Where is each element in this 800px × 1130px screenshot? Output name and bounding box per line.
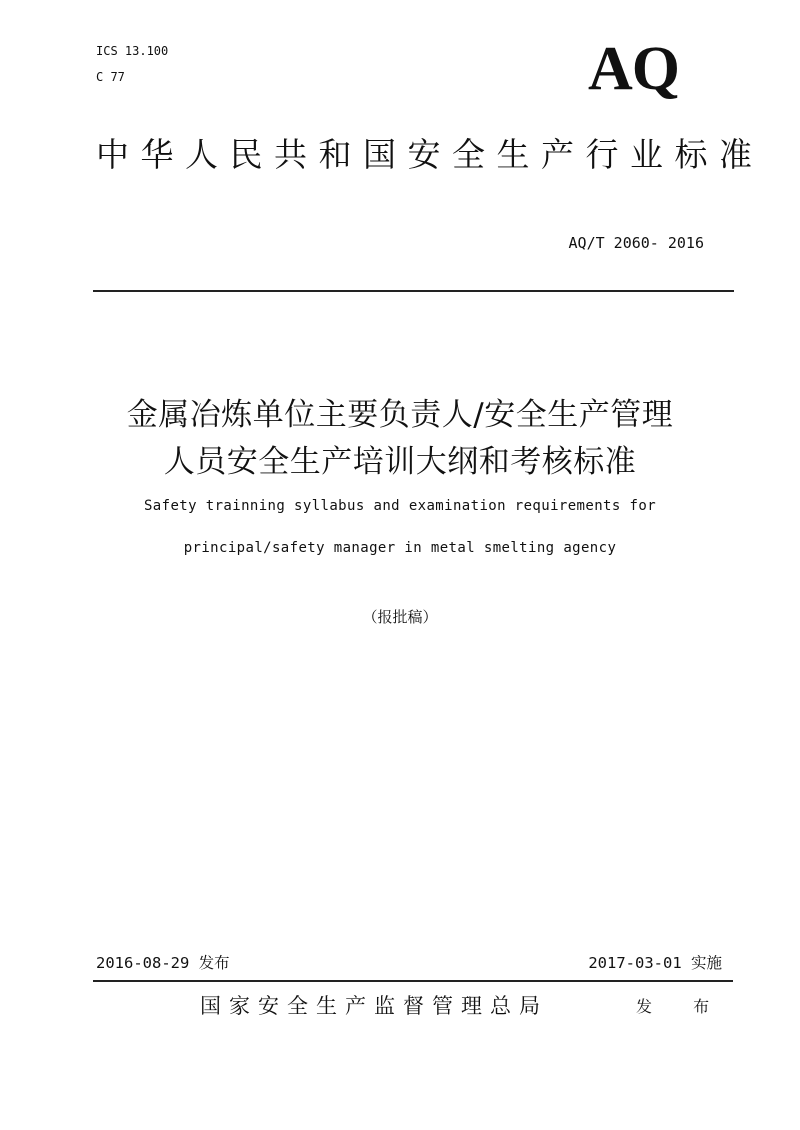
title-zh-line-1: 金属冶炼单位主要负责人/安全生产管理 (126, 397, 674, 433)
aq-logo: AQ (588, 35, 679, 103)
title-en-line-2: principal/safety manager in metal smelting agency (183, 540, 617, 556)
standard-number: AQ/T 2060- 2016 (568, 234, 704, 252)
footer-divider (93, 980, 733, 982)
title-en-line-1: Safety trainning syllabus and examination requirements for (143, 498, 657, 514)
standard-type-heading: 中华人民共和国安全生产行业标准 (96, 135, 764, 174)
issuing-authority: 国家安全生产监督管理总局 (200, 994, 548, 1018)
title-zh-line-2: 人员安全生产培训大纲和考核标准 (163, 444, 637, 480)
publish-date: 2016-08-29 发布 (96, 954, 230, 972)
ccs-code: C 77 (96, 70, 125, 84)
header-divider (93, 290, 734, 292)
ics-code: ICS 13.100 (96, 44, 169, 58)
effective-date: 2017-03-01 实施 (588, 954, 722, 972)
draft-note: （报批稿） (362, 608, 438, 626)
issue-label: 发 布 (636, 997, 728, 1016)
